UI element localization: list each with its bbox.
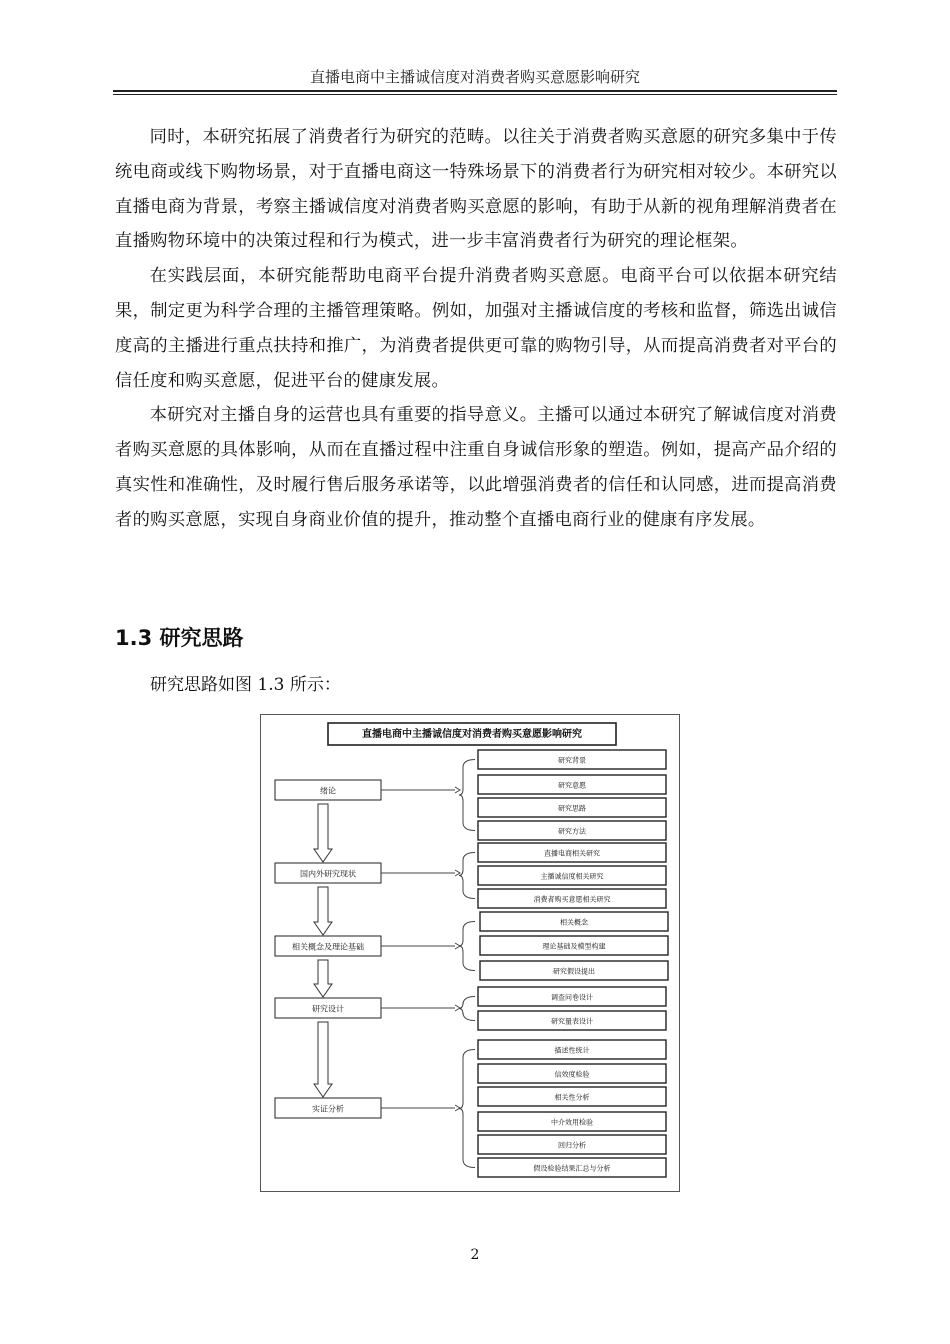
stage-label: 实证分析 (312, 1104, 344, 1114)
header-rule-thick (113, 90, 837, 92)
item-label: 直播电商相关研究 (544, 849, 600, 858)
item-label: 研究意愿 (558, 781, 586, 790)
paragraph: 同时，本研究拓展了消费者行为研究的范畴。以往关于消费者购买意愿的研究多集中于传统电商或线下购物场景，对于直播电商这一特殊场景下的消费者行为研究相对较少。本研究以直播电商为背景，考察主播诚信度对消费者购买意愿的影响，有助于从新的视角理解消费者在直播购物环境中的决策过程和行为模式，进一步丰富消费者行为研究的理论框架。 (115, 127, 837, 252)
down-arrow (314, 804, 332, 862)
body-text (115, 120, 837, 538)
stage-label: 研究设计 (312, 1004, 344, 1014)
item-label: 研究思路 (558, 804, 586, 813)
item-label: 研究假设提出 (553, 967, 595, 976)
paragraph: 本研究对主播自身的运营也具有重要的指导意义。主播可以通过本研究了解诚信度对消费者购买意愿的具体影响，从而在直播过程中注重自身诚信形象的塑造。例如，提高产品介绍的真实性和准确性，及时履行售后服务承诺等，以此增强消费者的信任和认同感，进而提高消费者的购买意愿，实现自身商业价值的提升，推动整个直播电商行业的健康有序发展。 (115, 405, 837, 530)
stage-label: 国内外研究现状 (300, 869, 356, 879)
item-label: 研究背景 (558, 756, 586, 765)
item-label: 假设检验结果汇总与分析 (533, 1164, 611, 1173)
item-label: 研究方法 (558, 827, 586, 836)
item-label: 相关概念 (560, 918, 588, 927)
down-arrow (314, 887, 332, 935)
running-header: 直播电商中主播诚信度对消费者购买意愿影响研究 (309, 68, 640, 86)
item-label: 描述性统计 (554, 1046, 590, 1055)
stage-label: 绪论 (320, 786, 336, 796)
brace (459, 760, 475, 831)
item-label: 相关性分析 (554, 1093, 590, 1102)
brace (459, 1050, 475, 1168)
item-label: 信效度检验 (554, 1070, 590, 1079)
item-label: 研究量表设计 (551, 1017, 593, 1026)
connector-arrowhead (455, 787, 460, 793)
header-rule-thin (113, 94, 837, 95)
paragraph: 在实践层面，本研究能帮助电商平台提升消费者购买意愿。电商平台可以依据本研究结果，制定更为科学合理的主播管理策略。例如，加强对主播诚信度的考核和监督，筛选出诚信度高的主播进行重点扶持和推广，为消费者提供更可靠的购物引导，从而提高消费者对平台的信任度和购买意愿，促进平台的健康发展。 (115, 266, 837, 391)
down-arrow (314, 1022, 332, 1097)
brace (459, 922, 475, 971)
item-label: 中介效用检验 (551, 1118, 593, 1127)
down-arrow (314, 960, 332, 997)
section-heading: 1.3 研究思路 (115, 626, 244, 650)
brace (459, 997, 475, 1021)
item-label: 回归分析 (558, 1141, 586, 1150)
flow-title: 直播电商中主播诚信度对消费者购买意愿影响研究 (362, 729, 582, 740)
stage-label: 相关概念及理论基础 (292, 942, 364, 952)
brace (459, 853, 475, 899)
item-label: 调查问卷设计 (551, 993, 593, 1002)
research-flowchart (260, 714, 680, 1192)
item-label: 主播诚信度相关研究 (540, 872, 604, 881)
page-number: 2 (470, 1247, 480, 1263)
item-label: 消费者购买意愿相关研究 (533, 895, 611, 904)
item-label: 理论基础及模型构建 (542, 942, 606, 951)
figure-intro: 研究思路如图 1.3 所示： (150, 675, 341, 695)
